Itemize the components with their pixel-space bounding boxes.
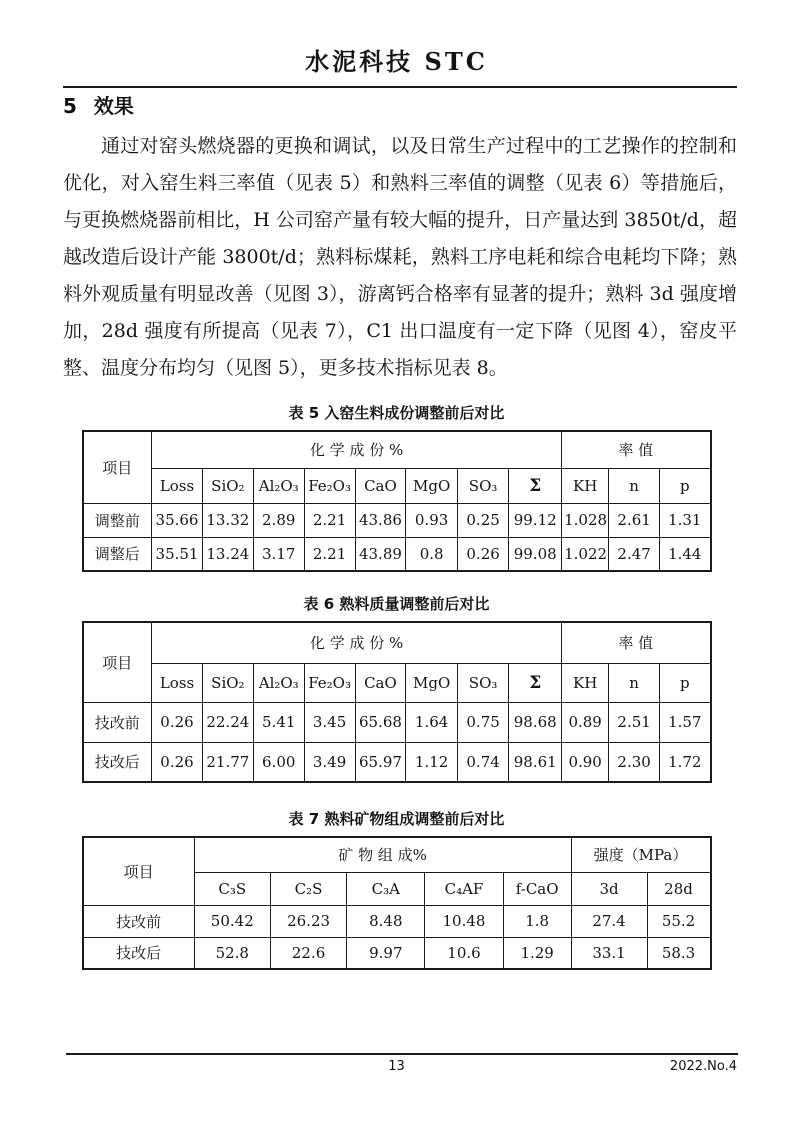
cell: 2.61	[609, 503, 660, 537]
cell: 9.97	[347, 937, 425, 969]
cell: 0.25	[457, 503, 508, 537]
table5-group-header-rate: 率 值	[562, 431, 711, 468]
column-header: C₂S	[270, 872, 347, 905]
column-header: Loss	[152, 468, 203, 503]
table5-item-header: 项目	[83, 431, 152, 503]
table6-group-header-chem: 化 学 成 份 %	[152, 622, 562, 663]
cell: 3.17	[253, 537, 304, 571]
footer	[0, 1059, 793, 1079]
table6-caption: 表 6 熟料质量调整前后对比	[303, 595, 490, 613]
table-row	[83, 742, 711, 782]
column-header: n	[609, 663, 660, 702]
footer-rule	[66, 1053, 738, 1055]
cell: 22.24	[202, 702, 253, 742]
column-header: MgO	[406, 663, 457, 702]
column-header: CaO	[355, 663, 406, 702]
table6	[82, 621, 712, 783]
cell: 0.26	[457, 537, 508, 571]
table7	[82, 836, 712, 970]
cell: 1.022	[562, 537, 609, 571]
cell: 0.8	[406, 537, 457, 571]
cell: 2.21	[304, 537, 355, 571]
cell: 1.12	[406, 742, 457, 782]
cell: 43.86	[355, 503, 406, 537]
column-header: Fe₂O₃	[304, 468, 355, 503]
column-header: KH	[562, 663, 609, 702]
cell: 35.66	[152, 503, 203, 537]
table6-group-header-rate: 率 值	[562, 622, 711, 663]
table5-caption: 表 5 入窑生料成份调整前后对比	[288, 404, 505, 422]
column-header: Al₂O₃	[253, 468, 304, 503]
column-header-sigma: Σ	[509, 468, 562, 503]
column-header: C₃S	[194, 872, 270, 905]
cell: 0.93	[406, 503, 457, 537]
cell: 99.08	[509, 537, 562, 571]
column-header: f-CaO	[503, 872, 571, 905]
row-label: 技改前	[83, 905, 195, 937]
cell: 0.26	[152, 742, 203, 782]
cell: 8.48	[347, 905, 425, 937]
row-label: 调整前	[83, 503, 152, 537]
body-paragraph: 通过对窑头燃烧器的更换和调试，以及日常生产过程中的工艺操作的控制和优化，对入窑生料三率值（见表 5）和熟料三率值的调整（见表 6）等措施后，与更换燃烧器前相比，H 公司窑产量有较大幅的提升，日产量达到 3850t/d，超越改造后设计产能 3800t/d；熟料标煤耗，熟料工序电耗和综合电耗均下降；熟料外观质量有明显改善（见图 3），游离钙合格率有显著的提升；熟料 3d 强度增加，28d 强度有所提高（见表 7），C1 出口温度有一定下降（见图 4），窑皮平整、温度分布均匀（见图 5），更多技术指标见表 8。	[63, 135, 737, 379]
cell: 26.23	[270, 905, 347, 937]
cell: 50.42	[194, 905, 270, 937]
cell: 52.8	[194, 937, 270, 969]
cell: 0.74	[457, 742, 508, 782]
row-label: 技改前	[83, 702, 152, 742]
row-label: 调整后	[83, 537, 152, 571]
cell: 98.61	[509, 742, 562, 782]
cell: 1.64	[406, 702, 457, 742]
column-header: SiO₂	[202, 663, 253, 702]
column-header: CaO	[355, 468, 406, 503]
cell: 0.90	[562, 742, 609, 782]
cell: 1.72	[660, 742, 711, 782]
column-header: p	[660, 663, 711, 702]
column-header: SiO₂	[202, 468, 253, 503]
table7-group-header-strength: 强度（MPa）	[571, 837, 710, 872]
table7-group-header-minerals: 矿 物 组 成%	[194, 837, 571, 872]
issue-number: 2022.No.4	[669, 1059, 737, 1074]
row-label: 技改后	[83, 742, 152, 782]
column-header: n	[609, 468, 660, 503]
table-row	[83, 905, 711, 937]
column-header: KH	[562, 468, 609, 503]
column-header: Fe₂O₃	[304, 663, 355, 702]
column-header: SO₃	[457, 468, 508, 503]
table-row	[83, 702, 711, 742]
cell: 35.51	[152, 537, 203, 571]
page-number: 13	[388, 1059, 405, 1074]
cell: 21.77	[202, 742, 253, 782]
cell: 1.57	[660, 702, 711, 742]
column-header: Al₂O₃	[253, 663, 304, 702]
table5-group-header-chem: 化 学 成 份 %	[152, 431, 562, 468]
header-rule	[63, 86, 737, 88]
cell: 2.89	[253, 503, 304, 537]
cell: 0.26	[152, 702, 203, 742]
cell: 10.6	[425, 937, 504, 969]
column-header: MgO	[406, 468, 457, 503]
cell: 1.028	[562, 503, 609, 537]
table-row	[83, 537, 711, 571]
column-header: C₄AF	[425, 872, 504, 905]
journal-title: 水泥科技 STC	[305, 47, 488, 76]
column-header: Loss	[152, 663, 203, 702]
cell: 2.21	[304, 503, 355, 537]
cell: 13.32	[202, 503, 253, 537]
table7-caption: 表 7 熟料矿物组成调整前后对比	[288, 810, 505, 828]
cell: 33.1	[571, 937, 647, 969]
table-row	[83, 937, 711, 969]
cell: 2.30	[609, 742, 660, 782]
cell: 1.8	[503, 905, 571, 937]
cell: 27.4	[571, 905, 647, 937]
cell: 1.29	[503, 937, 571, 969]
column-header: 28d	[647, 872, 710, 905]
cell: 0.75	[457, 702, 508, 742]
cell: 98.68	[509, 702, 562, 742]
column-header: C₃A	[347, 872, 425, 905]
cell: 5.41	[253, 702, 304, 742]
section-number: 5	[63, 94, 77, 118]
table5	[82, 430, 712, 572]
column-header-sigma: Σ	[509, 663, 562, 702]
cell: 3.45	[304, 702, 355, 742]
cell: 1.44	[660, 537, 711, 571]
table6-item-header: 项目	[83, 622, 152, 702]
section-title: 效果	[93, 94, 134, 118]
cell: 22.6	[270, 937, 347, 969]
cell: 43.89	[355, 537, 406, 571]
cell: 0.89	[562, 702, 609, 742]
cell: 10.48	[425, 905, 504, 937]
column-header: p	[660, 468, 711, 503]
cell: 55.2	[647, 905, 710, 937]
cell: 2.47	[609, 537, 660, 571]
cell: 13.24	[202, 537, 253, 571]
table-row	[83, 503, 711, 537]
column-header: SO₃	[457, 663, 508, 702]
cell: 3.49	[304, 742, 355, 782]
cell: 65.68	[355, 702, 406, 742]
cell: 2.51	[609, 702, 660, 742]
column-header: 3d	[571, 872, 647, 905]
cell: 58.3	[647, 937, 710, 969]
cell: 65.97	[355, 742, 406, 782]
cell: 99.12	[509, 503, 562, 537]
table7-item-header: 项目	[83, 837, 195, 905]
section-heading	[63, 93, 737, 119]
cell: 6.00	[253, 742, 304, 782]
row-label: 技改后	[83, 937, 195, 969]
cell: 1.31	[660, 503, 711, 537]
